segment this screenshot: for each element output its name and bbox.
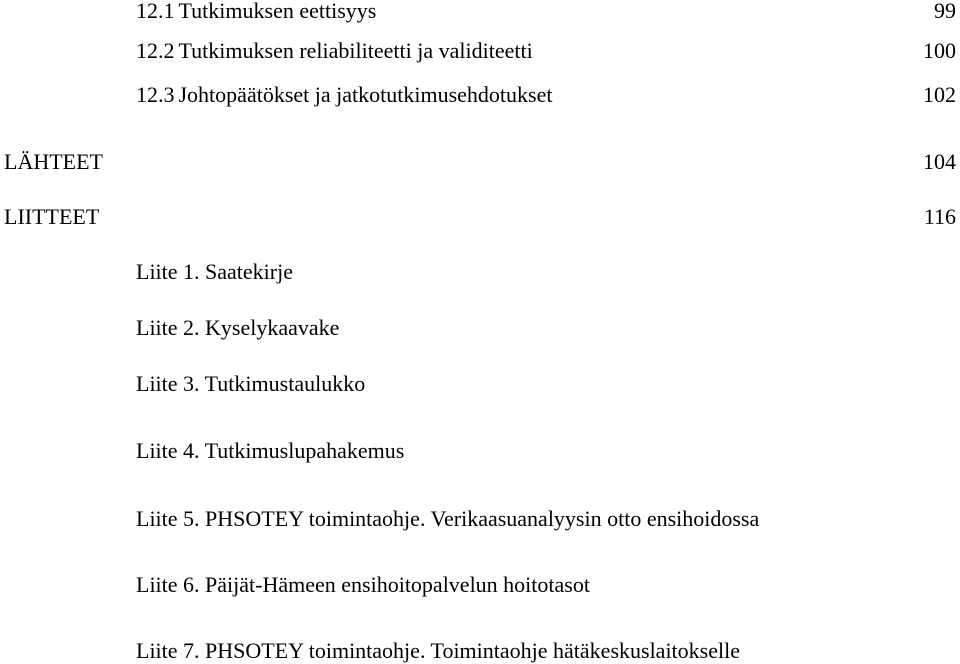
section-title: Johtopäätökset ja jatkotutkimusehdotukset <box>178 82 553 107</box>
page-number: 99 <box>934 0 956 23</box>
page-number: 102 <box>923 82 956 107</box>
toc-chapter-liitteet: LIITTEET <box>4 204 100 229</box>
section-title: Tutkimuksen eettisyys <box>178 0 377 23</box>
page-number: 116 <box>923 204 956 229</box>
toc-chapter-lahteet: LÄHTEET <box>4 149 103 174</box>
section-number: 12.2 <box>136 38 175 63</box>
appendix-item: Liite 4. Tutkimuslupahakemus <box>136 438 405 463</box>
page-number: 104 <box>923 149 956 174</box>
appendix-item: Liite 3. Tutkimustaulukko <box>136 371 366 396</box>
appendix-item: Liite 1. Saatekirje <box>136 259 293 284</box>
appendix-item: Liite 2. Kyselykaavake <box>136 315 340 340</box>
section-number: 12.3 <box>136 82 175 107</box>
appendix-item: Liite 6. Päijät-Hämeen ensihoitopalvelun hoitotasot <box>136 572 590 597</box>
toc-entry-12-3 <box>136 84 552 106</box>
page-number: 100 <box>923 38 956 63</box>
section-title: Tutkimuksen reliabiliteetti ja validiteetti <box>178 38 533 63</box>
toc-entry-12-2 <box>136 40 533 62</box>
appendix-item: Liite 5. PHSOTEY toimintaohje. Verikaasuanalyysin otto ensihoidossa <box>136 506 760 531</box>
section-number: 12.1 <box>136 0 175 23</box>
toc-entry-12-1 <box>136 0 376 22</box>
appendix-item: Liite 7. PHSOTEY toimintaohje. Toimintaohje hätäkeskuslaitokselle <box>136 638 740 663</box>
